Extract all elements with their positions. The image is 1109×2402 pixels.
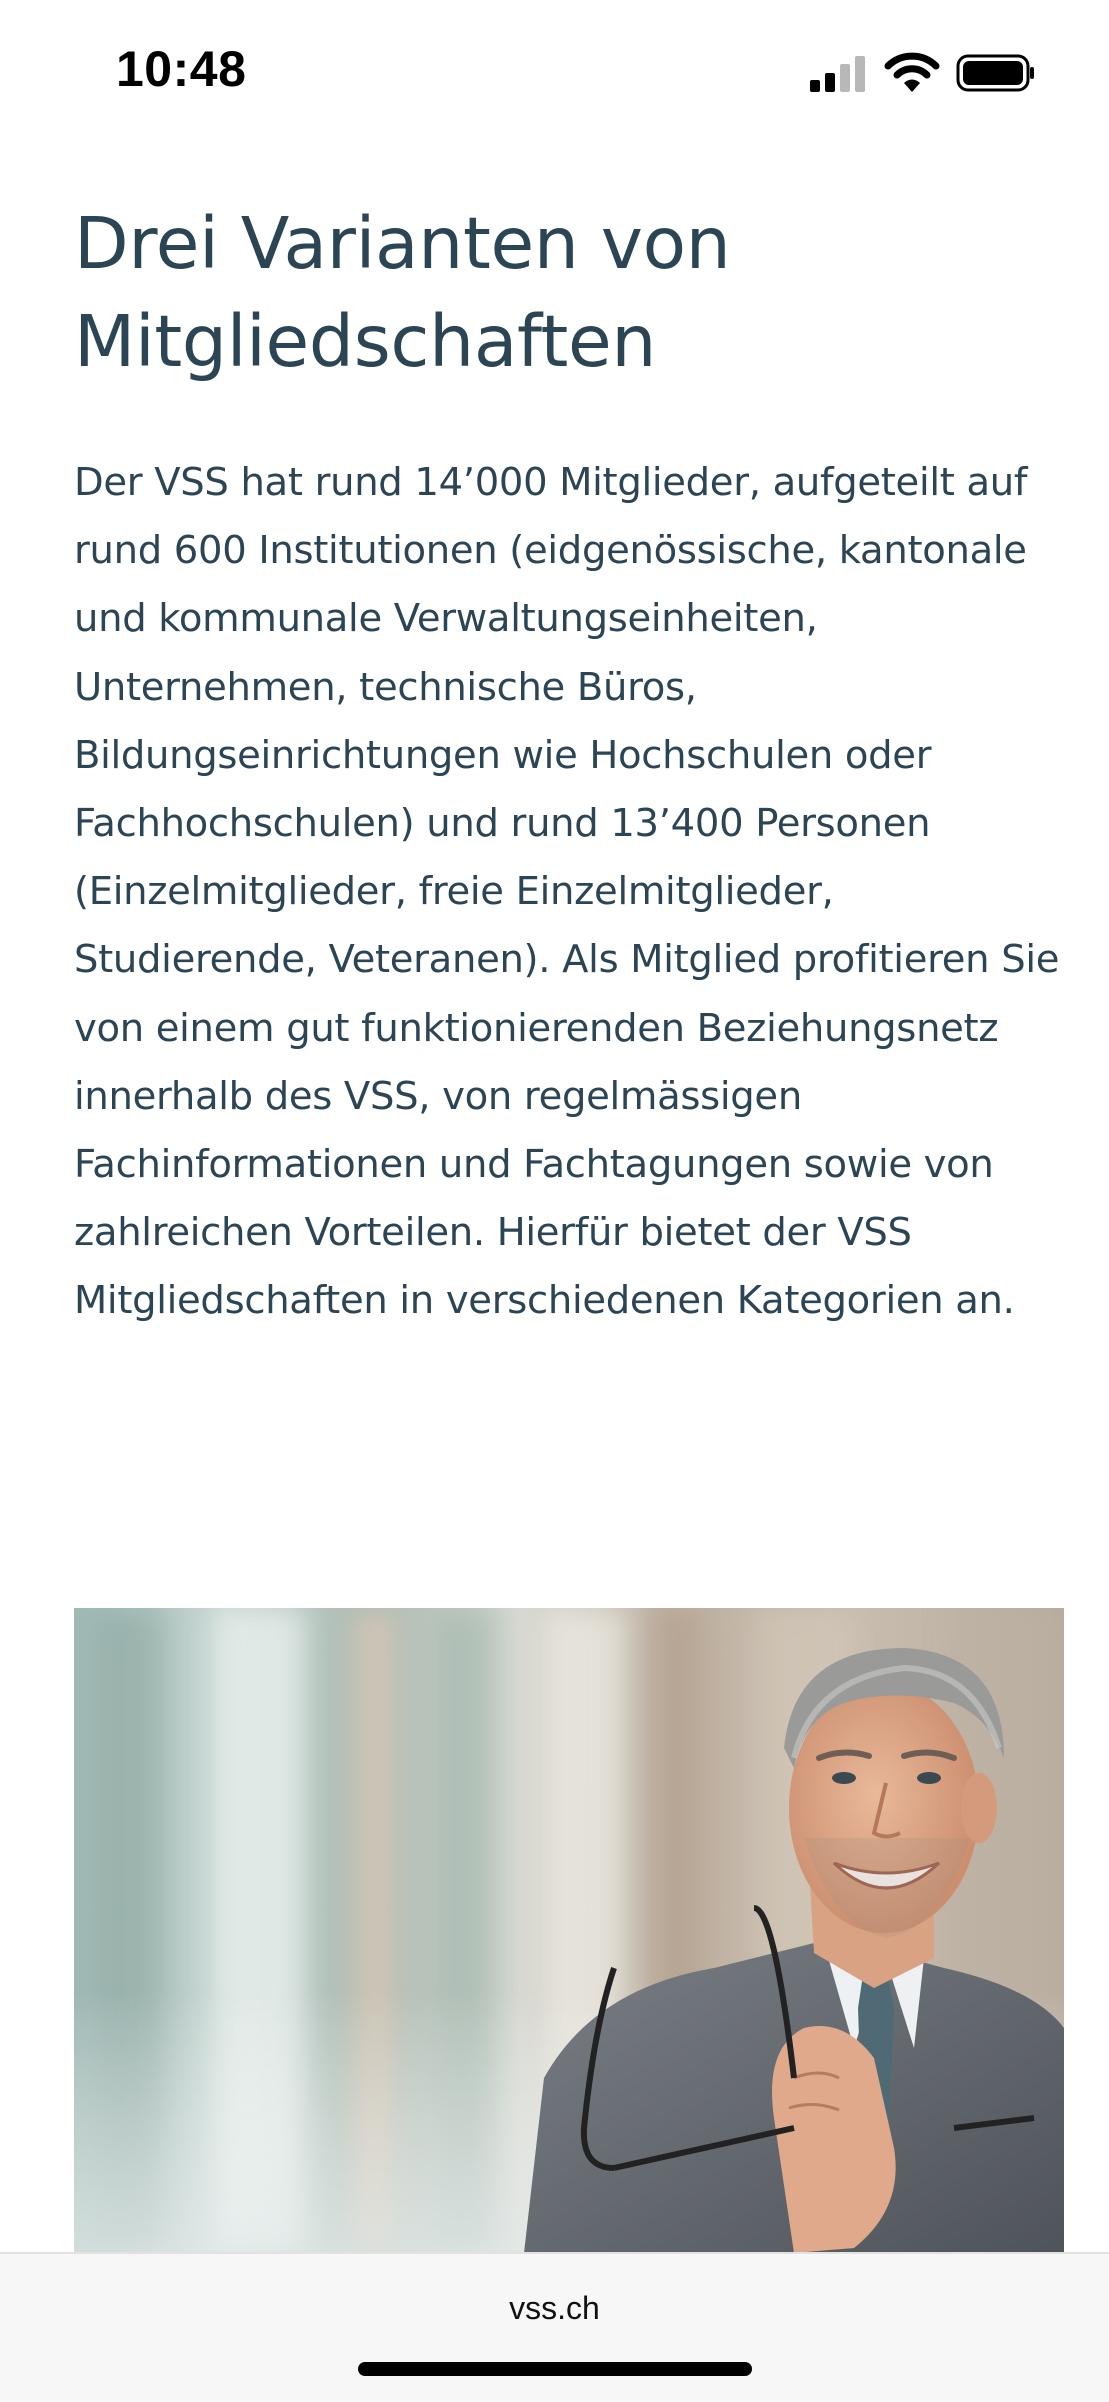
wifi-icon xyxy=(884,52,940,94)
article-content xyxy=(74,195,1064,1336)
member-portrait-photo xyxy=(74,1608,1064,2253)
battery-icon xyxy=(956,54,1036,92)
status-bar xyxy=(0,0,1109,140)
cellular-signal-icon xyxy=(808,54,868,94)
status-time: 10:48 xyxy=(116,41,247,97)
url-text[interactable]: vss.ch xyxy=(509,2290,600,2326)
home-indicator[interactable] xyxy=(358,2362,752,2376)
browser-address-bar[interactable] xyxy=(0,2252,1109,2402)
page-title: Drei Varianten von Mitgliedschaften xyxy=(74,202,731,383)
intro-paragraph: Der VSS hat rund 14’000 Mitglieder, aufgeteilt auf rund 600 Institutionen (eidgenössische, kantonale und kommunale Verwaltungseinheiten, Unternehmen, technische Büros, Bildungseinrichtungen wie Hochschulen oder Fachhochschulen) und rund 13’400 Personen (Einzelmitglieder, freie Einzelmitglieder, Studierende, Veteranen). Als Mitglied profitieren Sie von einem gut funktionierenden Beziehungsnetz innerhalb des VSS, von regelmässigen Fachinformationen und Fachtagungen sowie von zahlreichen Vorteilen. Hierfür bietet der VSS Mitgliedschaften in verschiedenen Kategorien an. xyxy=(74,460,1060,1324)
